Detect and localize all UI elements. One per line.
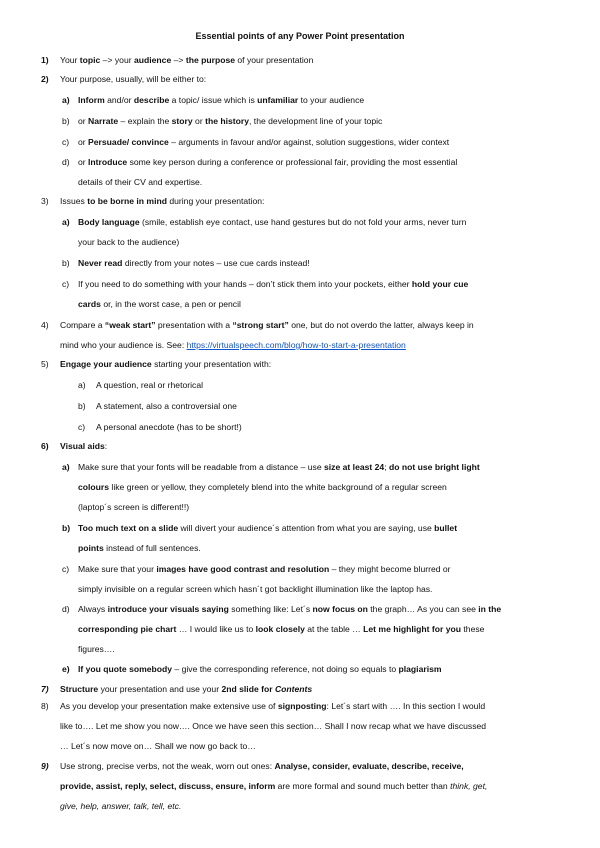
text: Your purpose, usually, will be either to:	[60, 74, 207, 84]
point-6b-line2	[78, 543, 201, 554]
text: – explain the	[118, 116, 172, 126]
point-number: 9)	[41, 761, 49, 771]
point-8-line2: like to…. Let me show you now…. Once we have seen this section… Shall I now recap what we have discussed	[60, 721, 487, 731]
text: of your presentation	[235, 55, 314, 65]
bold-text: If you quote somebody	[78, 664, 173, 674]
point-number: 8)	[41, 701, 49, 711]
text: something like: Let´s	[228, 604, 313, 614]
subpoint-letter: a)	[78, 380, 86, 390]
bold-italic-text: Contents	[274, 684, 313, 694]
text: Make sure that your	[78, 564, 157, 574]
point-number: 2)	[41, 74, 49, 84]
subpoint-letter: a)	[62, 217, 70, 227]
bold-text: Body language	[78, 217, 140, 227]
bold-text: Inform	[78, 95, 105, 105]
bold-text: describe	[133, 95, 170, 105]
bold-text: the purpose	[185, 55, 236, 65]
text: (smile, establish eye contact, use hand gestures but do not fold your arms, never turn	[139, 217, 467, 227]
point-9-line3: give, help, answer, talk, tell, etc.	[60, 801, 182, 811]
point-number: 4)	[41, 320, 49, 330]
text: presentation with a	[155, 320, 233, 330]
bold-text: “weak start”	[104, 320, 156, 330]
bold-text: signposting	[277, 701, 327, 711]
text: these	[461, 624, 485, 634]
text: Compare a	[60, 320, 105, 330]
bold-text: now focus on	[312, 604, 368, 614]
text: or	[78, 157, 89, 167]
point-3a-line2: your back to the audience)	[78, 237, 180, 247]
text: If you need to do something with your hands – don’t stick them into your pockets, either	[78, 279, 412, 289]
bold-text: Analyse, consider, evaluate, describe, receive,	[274, 761, 464, 771]
text: during your presentation:	[166, 196, 265, 206]
text: A question, real or rhetorical	[96, 380, 204, 390]
bold-text: Let me highlight for you	[363, 624, 462, 634]
text: Issues	[60, 196, 88, 206]
bold-text: look closely	[255, 624, 305, 634]
subpoint-letter: b)	[62, 258, 70, 268]
text: to your audience	[298, 95, 365, 105]
bold-text: Introduce	[88, 157, 128, 167]
point-number: 5)	[41, 359, 49, 369]
point-number: 6)	[41, 441, 49, 451]
bold-text: Too much text on a slide	[78, 523, 179, 533]
text: Make sure that your fonts will be readable from a distance – use	[78, 462, 325, 472]
text: A statement, also a controversial one	[96, 401, 237, 411]
text: –> your	[100, 55, 134, 65]
bold-text: “strong start”	[232, 320, 289, 330]
point-9-line2	[60, 781, 487, 792]
bold-text: in the	[478, 604, 502, 614]
bold-text: bullet	[434, 523, 458, 533]
subpoint-letter: c)	[62, 564, 70, 574]
text: – they might become blurred or	[329, 564, 451, 574]
bold-text: Engage your audience	[60, 359, 152, 369]
bold-text: corresponding pie chart	[78, 624, 177, 634]
bold-text: audience	[133, 55, 172, 65]
point-8-line3: … Let´s now move on… Shall we now go back to…	[60, 741, 256, 751]
bold-text: plagiarism	[398, 664, 442, 674]
text: mind who your audience is. See:	[60, 340, 187, 350]
text: one, but do not overdo the latter, always keep in	[288, 320, 474, 330]
bold-text: provide, assist, reply, select, discuss, ensure, inform	[60, 781, 276, 791]
bold-text: size at least 24	[324, 462, 385, 472]
text: or	[192, 116, 206, 126]
subpoint-letter: d)	[62, 604, 70, 614]
text: – arguments in favour and/or against, solution suggestions, wider context	[168, 137, 450, 147]
point-number: 7)	[41, 684, 49, 694]
point-3c-line2	[78, 299, 241, 310]
subpoint-letter: b)	[62, 116, 70, 126]
point-6a-line2	[78, 482, 447, 493]
text: :	[104, 441, 108, 451]
text: like green or yellow, they completely blend into the white background of a regular screen	[109, 482, 447, 492]
bold-text: images have good contrast and resolution	[156, 564, 330, 574]
point-number: 1)	[41, 55, 49, 65]
bold-text: cards	[78, 299, 101, 309]
text: or	[78, 116, 89, 126]
bold-text: do not use bright light	[389, 462, 480, 472]
subpoint-letter: b)	[62, 523, 71, 533]
text: As you develop your presentation make extensive use of	[60, 701, 278, 711]
text: or, in the worst case, a pen or pencil	[100, 299, 241, 309]
bold-text: to be borne in mind	[87, 196, 167, 206]
bold-text: Narrate	[88, 116, 119, 126]
bold-text: Persuade/ convince	[88, 137, 169, 147]
text: will divert your audience´s attention from what you are saying, use	[178, 523, 435, 533]
bold-text: hold your cue	[411, 279, 469, 289]
bold-text: points	[78, 543, 104, 553]
subpoint-letter: b)	[78, 401, 86, 411]
point-6d-line3: figures….	[78, 644, 115, 654]
point-4-line2	[60, 340, 406, 351]
subpoint-letter: a)	[62, 95, 70, 105]
document-title: Essential points of any Power Point presentation	[195, 31, 405, 41]
text: the graph… As you can see	[367, 604, 479, 614]
text: are more formal and sound much better than	[275, 781, 451, 791]
subpoint-letter: a)	[62, 462, 70, 472]
text: – give the corresponding reference, not doing so equals to	[172, 664, 399, 674]
subpoint-letter: e)	[62, 664, 70, 674]
text: your presentation and use your	[98, 684, 222, 694]
text: at the table …	[304, 624, 364, 634]
text: some key person during a conference or professional fair, providing the most essential	[127, 157, 458, 167]
bold-text: introduce your visuals saying	[107, 604, 229, 614]
point-6a-line3: (laptop´s screen is different!!)	[78, 502, 190, 512]
point-number: 3)	[41, 196, 49, 206]
subpoint-letter: c)	[78, 422, 86, 432]
bold-text: colours	[78, 482, 110, 492]
virtualspeech-link[interactable]: https://virtualspeech.com/blog/how-to-start-a-presentation	[186, 340, 406, 350]
text: starting your presentation with:	[151, 359, 272, 369]
text: Use strong, precise verbs, not the weak, worn out ones:	[60, 761, 275, 771]
bold-text: Never read	[78, 258, 123, 268]
text: a topic/ issue which is	[169, 95, 258, 105]
text: Always	[78, 604, 108, 614]
text: or	[78, 137, 89, 147]
text: ;	[384, 462, 389, 472]
bold-text: Visual aids	[60, 441, 105, 451]
text: and/or	[104, 95, 134, 105]
bold-text: Structure	[60, 684, 99, 694]
italic-text: think, get,	[450, 781, 488, 791]
text: : Let´s start with …. In this section I would	[326, 701, 486, 711]
text: –>	[171, 55, 186, 65]
bold-text: 2nd slide for	[221, 684, 275, 694]
bold-text: the history	[205, 116, 250, 126]
subpoint-letter: c)	[62, 137, 70, 147]
point-2d-line2: details of their CV and expertise.	[78, 177, 203, 187]
subpoint-letter: c)	[62, 279, 70, 289]
bold-text: unfamiliar	[257, 95, 299, 105]
point-6d-line2	[78, 624, 484, 635]
bold-text: topic	[79, 55, 101, 65]
subpoint-letter: d)	[62, 157, 70, 167]
text: instead of full sentences.	[103, 543, 201, 553]
text: directly from your notes – use cue cards instead!	[122, 258, 310, 268]
text: A personal anecdote (has to be short!)	[96, 422, 242, 432]
bold-text: story	[171, 116, 193, 126]
text: … I would like us to	[176, 624, 256, 634]
point-6c-line2: simply invisible on a regular screen which hasn´t got backlight illumination like the laptop has.	[78, 584, 433, 594]
text: Your	[60, 55, 80, 65]
text: , the development line of your topic	[249, 116, 383, 126]
